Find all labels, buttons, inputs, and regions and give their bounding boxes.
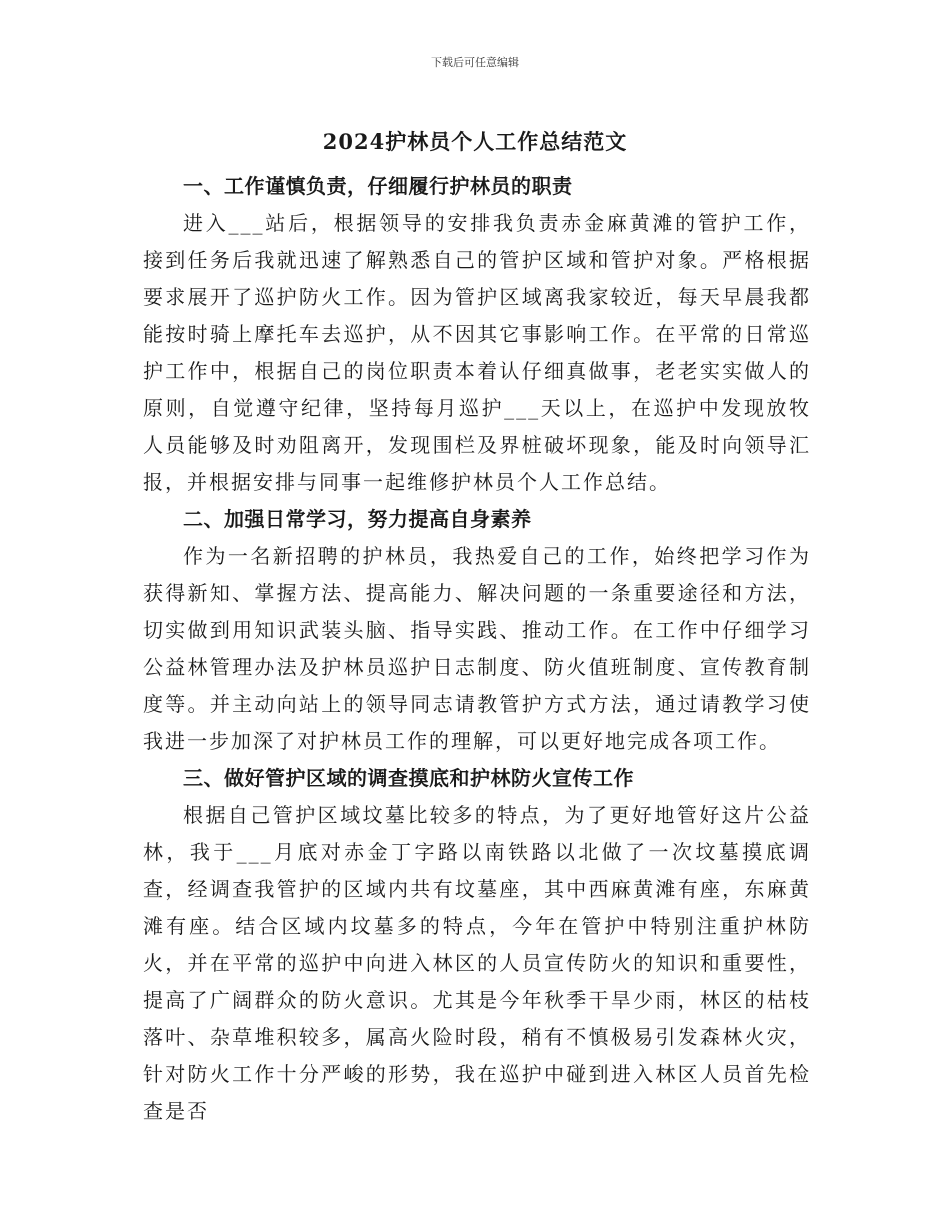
section-heading-3: 三、做好管护区域的调查摸底和护林防火宣传工作 bbox=[183, 766, 634, 790]
section-heading-1: 一、工作谨慎负责，仔细履行护林员的职责 bbox=[183, 174, 573, 198]
section-body-2: 作为一名新招聘的护林员，我热爱自己的工作，始终把学习作为获得新知、掌握方法、提高能力、解决问题的一条重要途径和方法，切实做到用知识武装头脑、指导实践、推动工作。在工作中仔细学习公益林管理办法及护林员巡护日志制度、防火值班制度、宣传教育制度等。并主动向站上的领导同志请教管护方式方法，通过请教学习使我进一步加深了对护林员工作的理解，可以更好地完成各项工作。 bbox=[143, 544, 811, 753]
section-heading-2: 二、加强日常学习，努力提高自身素养 bbox=[183, 507, 532, 531]
header-note: 下载后可任意编辑 bbox=[431, 56, 519, 69]
document-title: 2024护林员个人工作总结范文 bbox=[322, 129, 628, 154]
section-body-1: 进入___站后，根据领导的安排我负责赤金麻黄滩的管护工作，接到任务后我就迅速了解熟悉自己的管护区域和管护对象。严格根据要求展开了巡护防火工作。因为管护区域离我家较近，每天早晨我都能按时骑上摩托车去巡护，从不因其它事影响工作。在平常的日常巡护工作中，根据自己的岗位职责本着认仔细真做事，老老实实做人的原则，自觉遵守纪律，坚持每月巡护___天以上，在巡护中发现放牧人员能够及时劝阻离开，发现围栏及界桩破坏现象，能及时向领导汇报，并根据安排与同事一起维修护林员个人工作总结。 bbox=[143, 211, 811, 494]
section-body-3: 根据自己管护区域坟墓比较多的特点，为了更好地管好这片公益林，我于___月底对赤金丁字路以南铁路以北做了一次坟墓摸底调查，经调查我管护的区域内共有坟墓座，其中西麻黄滩有座，东麻黄滩有座。结合区域内坟墓多的特点，今年在管护中特别注重护林防火，并在平常的巡护中向进入林区的人员宣传防火的知识和重要性，提高了广阔群众的防火意识。尤其是今年秋季干旱少雨，林区的枯枝落叶、杂草堆积较多，属高火险时段，稍有不慎极易引发森林火灾，针对防火工作十分严峻的形势，我在巡护中碰到进入林区人员首先检查是否 bbox=[143, 803, 811, 1123]
document-body bbox=[143, 168, 811, 1130]
